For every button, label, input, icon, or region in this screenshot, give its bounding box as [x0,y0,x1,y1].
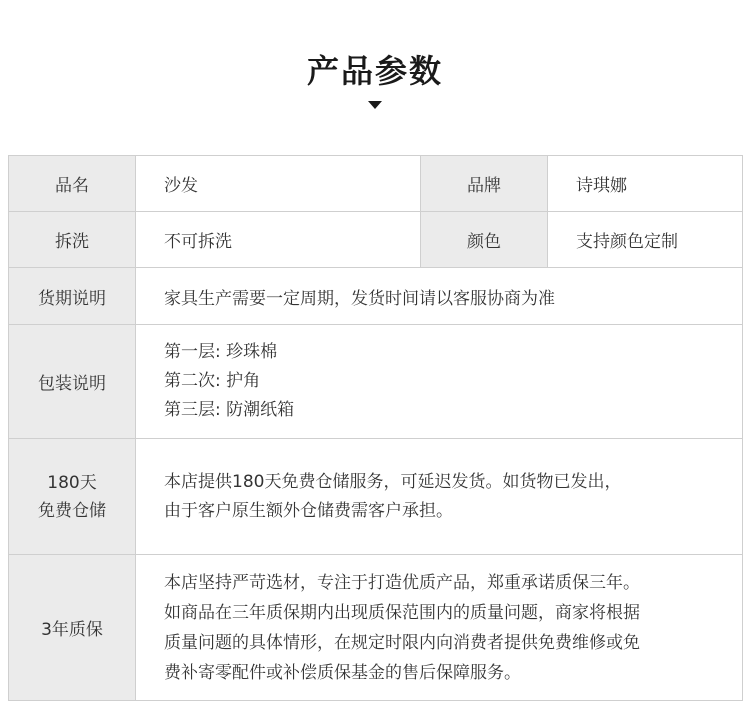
storage-value [136,439,743,555]
storage-label-line: 免费仓储 [38,500,106,521]
table-row [9,325,743,439]
warranty-value [136,555,743,701]
warranty-label: 3年质保 [9,555,136,701]
product-params-table [8,155,743,701]
packing-value [136,325,743,439]
delivery-label: 货期说明 [9,268,136,325]
page-title: 产品参数 [306,52,443,90]
table-row [9,439,743,555]
table-row [9,212,743,268]
name-label: 品名 [9,156,136,212]
warranty-line: 如商品在三年质保期内出现质保范围内的质量问题，商家将根据 [164,602,640,623]
wash-label: 拆洗 [9,212,136,268]
storage-label-line: 180天 [47,472,97,493]
warranty-line: 本店坚持严苛选材，专注于打造优质产品，郑重承诺质保三年。 [164,572,640,593]
warranty-line: 质量问题的具体情形，在规定时限内向消费者提供免费维修或免 [164,632,640,653]
packing-line: 第二次: 护角 [164,371,261,391]
storage-line: 由于客户原生额外仓储费需客户承担。 [164,500,453,521]
delivery-value: 家具生产需要一定周期，发货时间请以客服协商为准 [136,268,743,325]
warranty-line: 费补寄零配件或补偿质保基金的售后保障服务。 [164,662,521,683]
packing-line: 第一层: 珍珠棉 [164,342,278,362]
color-value: 支持颜色定制 [548,212,743,268]
brand-value: 诗琪娜 [548,156,743,212]
table-row [9,555,743,701]
packing-label: 包装说明 [9,325,136,439]
table-row [9,156,743,212]
color-label: 颜色 [421,212,548,268]
down-arrow-icon [368,101,382,109]
name-value: 沙发 [136,156,421,212]
packing-line: 第三层: 防潮纸箱 [164,400,295,420]
brand-label: 品牌 [421,156,548,212]
storage-label [9,439,136,555]
storage-line: 本店提供180天免费仓储服务，可延迟发货。如货物已发出， [164,471,622,492]
table-row [9,268,743,325]
wash-value: 不可拆洗 [136,212,421,268]
